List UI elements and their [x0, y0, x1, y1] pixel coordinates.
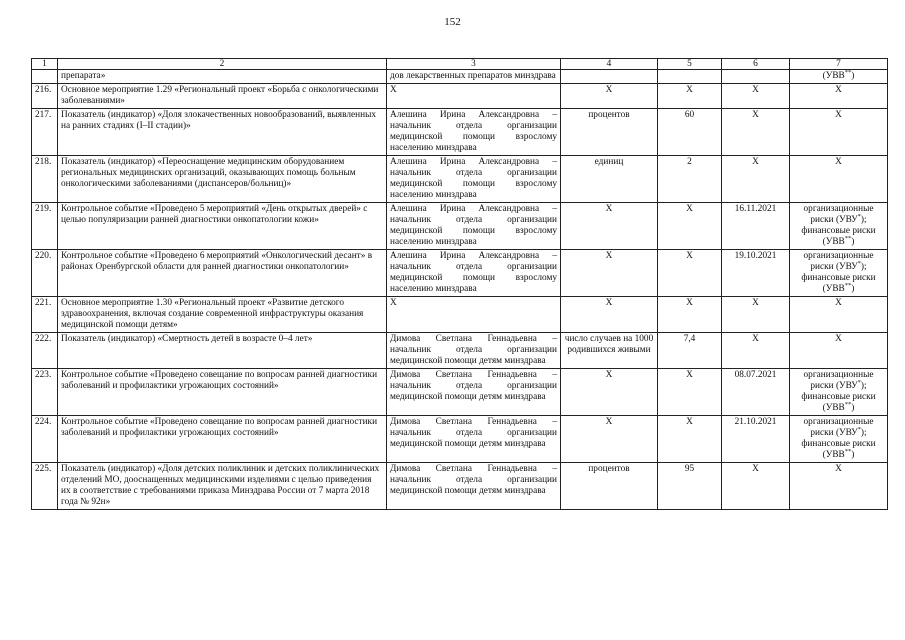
document-table [31, 58, 888, 510]
unit-of-measure: X [561, 203, 658, 250]
column-header: 4 [561, 59, 658, 70]
responsible-person: Димова Светлана Геннадьевна – начальник отдела организации медицинской помощи детям минздрава [387, 369, 561, 416]
row-number: 220. [32, 250, 58, 297]
risk-assessment: организационные риски (УВУ*); финансовые риски (УВВ**) [790, 416, 888, 463]
item-name: Контрольное событие «Проведено совещание по вопросам ранней диагностики заболеваний и профилактики угрожающих состояний» [58, 416, 387, 463]
target-value: X [658, 250, 722, 297]
unit-of-measure: X [561, 369, 658, 416]
risk-assessment: организационные риски (УВУ*); финансовые риски (УВВ**) [790, 203, 888, 250]
table-row [32, 203, 888, 250]
unit-of-measure: X [561, 250, 658, 297]
target-value: 95 [658, 463, 722, 510]
table-row [32, 333, 888, 369]
table-row [32, 109, 888, 156]
risk-assessment: организационные риски (УВУ*); финансовые риски (УВВ**) [790, 369, 888, 416]
unit-of-measure: процентов [561, 109, 658, 156]
target-value: 2 [658, 156, 722, 203]
target-value: X [658, 84, 722, 109]
item-name: Показатель (индикатор) «Доля злокачественных новообразований, выявленных на ранних стадиях (I–II стадии)» [58, 109, 387, 156]
target-value [658, 70, 722, 84]
due-date: 21.10.2021 [722, 416, 790, 463]
due-date: 16.11.2021 [722, 203, 790, 250]
due-date: X [722, 333, 790, 369]
responsible-person: Алешина Ирина Александровна – начальник отдела организации медицинской помощи взрослому населению минздрава [387, 203, 561, 250]
table-row [32, 416, 888, 463]
unit-of-measure: X [561, 297, 658, 333]
item-name: Показатель (индикатор) «Смертность детей в возрасте 0–4 лет» [58, 333, 387, 369]
target-value: X [658, 369, 722, 416]
responsible-person: Димова Светлана Геннадьевна – начальник отдела организации медицинской помощи детям минздрава [387, 463, 561, 510]
column-header: 1 [32, 59, 58, 70]
row-number: 218. [32, 156, 58, 203]
column-header: 3 [387, 59, 561, 70]
risk-assessment: X [790, 463, 888, 510]
row-number: 219. [32, 203, 58, 250]
risk-assessment: (УВВ**) [790, 70, 888, 84]
unit-of-measure [561, 70, 658, 84]
item-name: Основное мероприятие 1.30 «Региональный проект «Развитие детского здравоохранения, включая создание современной инфраструктуры оказания медицинской помощи детям» [58, 297, 387, 333]
table-row [32, 297, 888, 333]
responsible-person: X [387, 297, 561, 333]
risk-assessment: X [790, 297, 888, 333]
column-header: 2 [58, 59, 387, 70]
responsible-person: Димова Светлана Геннадьевна – начальник отдела организации медицинской помощи детям минздрава [387, 333, 561, 369]
column-header: 7 [790, 59, 888, 70]
target-value: X [658, 297, 722, 333]
risk-assessment: X [790, 333, 888, 369]
row-number: 217. [32, 109, 58, 156]
item-name: Контрольное событие «Проведено 6 мероприятий «Онкологический десант» в районах Оренбургской области для ранней диагностики онкопатологии» [58, 250, 387, 297]
due-date: X [722, 84, 790, 109]
column-number-row [32, 59, 888, 70]
due-date: X [722, 297, 790, 333]
due-date: X [722, 463, 790, 510]
page-number: 152 [444, 16, 461, 28]
responsible-person: Димова Светлана Геннадьевна – начальник отдела организации медицинской помощи детям минздрава [387, 416, 561, 463]
unit-of-measure: число случаев на 1000 родившихся живыми [561, 333, 658, 369]
due-date [722, 70, 790, 84]
row-number: 222. [32, 333, 58, 369]
due-date: X [722, 156, 790, 203]
unit-of-measure: X [561, 84, 658, 109]
item-name: препарата» [58, 70, 387, 84]
risk-assessment: организационные риски (УВУ*); финансовые риски (УВВ**) [790, 250, 888, 297]
unit-of-measure: единиц [561, 156, 658, 203]
item-name: Показатель (индикатор) «Переоснащение медицинским оборудованием региональных медицинских организаций, оказывающих помощь больным онкологическими заболеваниями (диспансеров/больниц)» [58, 156, 387, 203]
target-value: 60 [658, 109, 722, 156]
due-date: 08.07.2021 [722, 369, 790, 416]
responsible-person: X [387, 84, 561, 109]
column-header: 6 [722, 59, 790, 70]
unit-of-measure: процентов [561, 463, 658, 510]
responsible-person: Алешина Ирина Александровна – начальник отдела организации медицинской помощи взрослому населению минздрава [387, 250, 561, 297]
row-number: 221. [32, 297, 58, 333]
table-row [32, 84, 888, 109]
row-number [32, 70, 58, 84]
target-value: X [658, 416, 722, 463]
item-name: Контрольное событие «Проведено 5 мероприятий «День открытых дверей» с целью популяризации ранней диагностики онкопатологии кожи» [58, 203, 387, 250]
table-row [32, 250, 888, 297]
risk-assessment: X [790, 156, 888, 203]
table-row [32, 369, 888, 416]
responsible-person: Алешина Ирина Александровна – начальник отдела организации медицинской помощи взрослому населению минздрава [387, 156, 561, 203]
table-row [32, 156, 888, 203]
target-value: 7,4 [658, 333, 722, 369]
row-number: 223. [32, 369, 58, 416]
column-header: 5 [658, 59, 722, 70]
item-name: Контрольное событие «Проведено совещание по вопросам ранней диагностики заболеваний и профилактики угрожающих состояний» [58, 369, 387, 416]
unit-of-measure: X [561, 416, 658, 463]
responsible-person: Алешина Ирина Александровна – начальник отдела организации медицинской помощи взрослому населению минздрава [387, 109, 561, 156]
due-date: 19.10.2021 [722, 250, 790, 297]
row-number: 225. [32, 463, 58, 510]
table-row [32, 463, 888, 510]
risk-assessment: X [790, 109, 888, 156]
item-name: Показатель (индикатор) «Доля детских поликлиник и детских поликлинических отделений МО, дооснащенных медицинскими изделиями с целью приведения их в соответствие с требованиями приказа Минздрава России от 7 марта 2018 года № 92н» [58, 463, 387, 510]
risk-assessment: X [790, 84, 888, 109]
row-number: 216. [32, 84, 58, 109]
table-body [32, 70, 888, 510]
table-row [32, 70, 888, 84]
responsible-person: дов лекарственных препаратов минздрава [387, 70, 561, 84]
row-number: 224. [32, 416, 58, 463]
target-value: X [658, 203, 722, 250]
due-date: X [722, 109, 790, 156]
item-name: Основное мероприятие 1.29 «Региональный проект «Борьба с онкологическими заболеваниями» [58, 84, 387, 109]
